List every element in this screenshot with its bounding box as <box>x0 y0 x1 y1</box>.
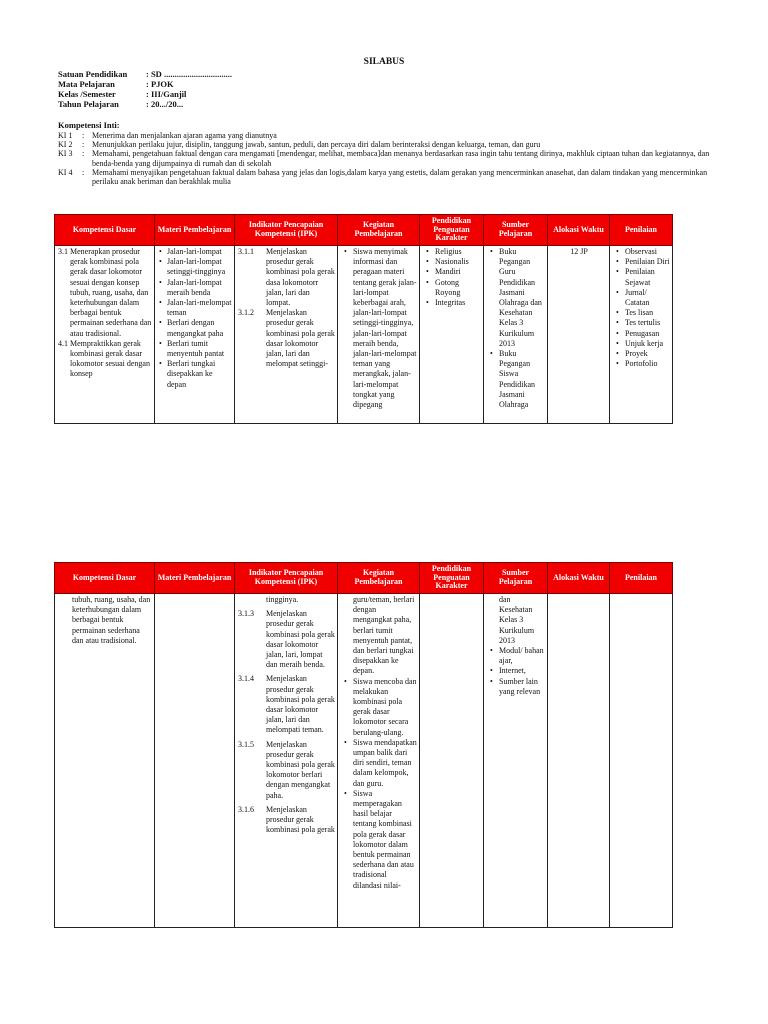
materi-item: • Jalan-lari-lompat setinggi-tingginya <box>158 257 232 277</box>
info-row <box>58 79 232 89</box>
penilaian-item: • Tes lisan <box>613 308 670 318</box>
ipk-text: Menjelaskan prosedur gerak kombinasi pola gerak dasar lokomotor jalan, lari dan melompat setinggi- <box>266 308 335 369</box>
karakter-item: • Gotong Royong <box>423 278 481 298</box>
column-header: Indikator Pencapaian Kompetensi (IPK) <box>235 563 338 594</box>
ipk-number: 3.1.2 <box>238 308 254 318</box>
column-header: Kegiatan Pembelajaran <box>338 215 420 246</box>
ipk-number: 3.1.4 <box>238 674 254 684</box>
ipk-text: Menjelaskan prosedur gerak kombinasi pola gerak <box>266 804 335 835</box>
sumber-cell: dan Kesehatan Kelas 3 Kurikulum 2013 • Modul/ bahan ajar, • Internet, • Sumber lain yang relevan <box>484 594 548 928</box>
kegiatan-cell: guru/teman, berlari dengan mengangkat paha, berlari tumit menyentuh pantat, dan berlari tungkai disepakkan ke depan. • Siswa mencoba dan melakukan kombinasi pola gerak dasar lokomotor secara berulang-ulang. • Siswa mendapatkan umpan balik dari diri sendiri, teman dalam kelompok, dan guru. • Siswa memperagakan hasil belajar tentang kombinasi pola gerak dasar lokomotor dalam bentuk permainan sederhana dan atau tradisional dilandasi nilai- <box>338 594 420 928</box>
ki-text: Memahami, pengetahuan faktual dengan cara mengamati [mendengar, melihat, membaca]dan menanya berdasarkan rasa ingin tahu tentang dirinya, makhluk ciptaan tuhan dan kegiatannya, dan benda-benda yang dijumpainya di rumah dan di sekolah <box>92 149 710 168</box>
penilaian-item: • Portofolio <box>613 359 670 369</box>
ipk-text: Menjelaskan prosedur gerak kombinasi pola gerak dasar lokomotor jalan, lari, lompat dan meraih benda. <box>266 609 335 670</box>
info-value: : 20.../20... <box>146 99 184 109</box>
alokasi-cell: 12 JP <box>548 246 610 424</box>
info-value: : PJOK <box>146 79 174 89</box>
table-row <box>55 246 673 424</box>
karakter-item: • Integritas <box>423 298 481 308</box>
column-header: Kegiatan Pembelajaran <box>338 563 420 594</box>
penilaian-cell <box>610 594 673 928</box>
penilaian-item: • Penilaian Sejawat <box>613 267 670 287</box>
ki-text: Menerima dan menjalankan ajaran agama yang dianutnya <box>92 131 277 140</box>
ipk-continuation: tingginya. <box>266 595 299 604</box>
info-value: : III/Ganjil <box>146 89 187 99</box>
ki-heading: Kompetensi Inti: <box>58 120 120 130</box>
syllabus-table-2 <box>54 562 673 928</box>
kegiatan-cell <box>338 246 420 424</box>
ipk-number: 3.1.6 <box>238 804 254 814</box>
ipk-item <box>238 674 335 735</box>
table-row <box>55 594 673 928</box>
column-header: Kompetensi Dasar <box>55 215 155 246</box>
materi-item: • Jalan-lari-lompat <box>158 247 232 257</box>
column-header: Materi Pembelajaran <box>155 215 235 246</box>
info-row <box>58 99 232 109</box>
ipk-number: 3.1.3 <box>238 609 254 619</box>
ipk-item <box>238 740 335 801</box>
info-label: Kelas /Semester <box>58 89 116 99</box>
karakter-item: • Nasionalis <box>423 257 481 267</box>
kd-text: Mempraktikkan gerak kombinasi gerak dasar lokomotor sesuai dengan konsep <box>70 338 150 379</box>
ipk-item <box>238 609 335 670</box>
info-label: Tahun Pelajaran <box>58 99 119 109</box>
column-header: Pendidikan Penguatan Karakter <box>420 215 484 246</box>
materi-item: • Jalan-lari-lompat meraih benda <box>158 278 232 298</box>
syllabus-table-1 <box>54 214 673 424</box>
ipk-number: 3.1.5 <box>238 739 254 749</box>
table-header-row <box>55 215 673 246</box>
sumber-item: • Buku Pegangan Siswa Pendidikan Jasmani Olahraga <box>487 349 545 410</box>
sumber-item: • Buku Pegangan Guru Pendidikan Jasmani Olahraga dan Kesehatan Kelas 3 Kurikulum 2013 <box>487 247 545 349</box>
document-info <box>58 69 232 109</box>
ipk-number: 3.1.1 <box>238 247 254 256</box>
karakter-item: • Mandiri <box>423 267 481 277</box>
ki-colon: : <box>82 140 85 150</box>
kd-text: Menerapkan prosedur gerak kombinasi pola gerak dasar lokomotor sesuai dengan konsep tubuh, ruang, usaha, dan keterhubungan dalam berbagai bentuk permainan sederhana dan atau tradisional. <box>70 247 152 338</box>
info-row <box>58 89 232 99</box>
ki-item <box>58 149 714 167</box>
page-title: SILABUS <box>363 57 405 67</box>
materi-item: • Jalan-lari-melompat teman <box>158 298 232 318</box>
ki-colon: : <box>82 131 85 140</box>
ipk-cell <box>235 246 338 424</box>
ipk-item <box>238 247 335 308</box>
kegiatan-item: • Siswa mencoba dan melakukan kombinasi pola gerak dasar lokomotor secara berulang-ulang. <box>341 677 417 738</box>
alokasi-cell <box>548 594 610 928</box>
ipk-cell <box>235 594 338 928</box>
kd-number: 3.1 <box>58 247 68 256</box>
ki-item <box>58 131 714 140</box>
penilaian-item: • Observasi <box>613 247 670 257</box>
materi-item: • Berlari dengan mengangkat paha <box>158 318 232 338</box>
column-header: Materi Pembelajaran <box>155 563 235 594</box>
info-row <box>58 69 232 79</box>
kd-cell: tubuh, ruang, usaha, dan keterhubungan dalam berbagai bentuk permainan sederhana dan atau tradisional. <box>55 594 155 928</box>
column-header: Alokasi Waktu <box>548 563 610 594</box>
karakter-item: • Religius <box>423 247 481 257</box>
info-label: Satuan Pendidikan <box>58 69 128 79</box>
column-header: Kompetensi Dasar <box>55 563 155 594</box>
column-header: Pendidikan Penguatan Karakter <box>420 563 484 594</box>
materi-cell <box>155 246 235 424</box>
ipk-item <box>238 308 335 369</box>
ipk-text: Menjelaskan prosedur gerak kombinasi pola gerak dasa lokomotorr jalan, lari dan lompat. <box>266 247 335 308</box>
ipk-text: Menjelaskan prosedur gerak kombinasi pola gerak lokomotor berlari dengan mengangkat paha. <box>266 739 335 800</box>
column-header: Sumber Pelajaran <box>484 563 548 594</box>
kd-item <box>58 247 152 339</box>
penilaian-item: • Tes tertulis <box>613 318 670 328</box>
karakter-cell <box>420 594 484 928</box>
ipk-item <box>238 805 335 836</box>
sumber-item: • Modul/ bahan ajar, <box>487 646 545 666</box>
kegiatan-item: • Siswa menyimak informasi dan peragaan materi tentang gerak jalan-lari-lompat keberbagai arah, jalan-lari-lompat setinggi-tingginya, jalan-lari-lompat meraih benda, jalan-lari-melompat teman yang merangkak, jalan-lari-melompat tongkat yang dipegang <box>341 247 417 410</box>
ki-code: KI 3 <box>58 149 73 159</box>
ki-list <box>58 131 714 186</box>
info-value: : SD ................................ <box>146 69 232 79</box>
karakter-cell <box>420 246 484 424</box>
penilaian-item: • Jurnal/ Catatan <box>613 288 670 308</box>
ipk-text: Menjelaskan prosedur gerak kombinasi pola gerak dasar lokomotor jalan, lari dan melompati teman. <box>266 674 335 735</box>
column-header: Sumber Pelajaran <box>484 215 548 246</box>
penilaian-item: • Proyek <box>613 349 670 359</box>
sumber-item: • Internet, <box>487 666 545 676</box>
ki-code: KI 1 <box>58 131 73 140</box>
column-header: Penilaian <box>610 563 673 594</box>
ki-item <box>58 140 714 149</box>
table-header-row <box>55 563 673 594</box>
ki-code: KI 2 <box>58 140 73 150</box>
ki-text: Menunjukkan perilaku jujur, disiplin, tanggung jawab, santun, peduli, dan percaya diri dalam berinteraksi dengan keluarga, teman, dan guru <box>92 140 541 150</box>
penilaian-item: • Unjuk kerja <box>613 339 670 349</box>
column-header: Indikator Pencapaian Kompetensi (IPK) <box>235 215 338 246</box>
materi-cell <box>155 594 235 928</box>
column-header: Penilaian <box>610 215 673 246</box>
kd-item <box>58 339 152 380</box>
kegiatan-item: • Siswa mendapatkan umpan balik dari diri sendiri, teman dalam kelompok, dan guru. <box>341 738 417 789</box>
kd-number: 4.1 <box>58 338 68 348</box>
penilaian-item: • Penugasan <box>613 329 670 339</box>
ki-colon: : <box>82 167 85 177</box>
info-label: Mata Pelajaran <box>58 79 115 89</box>
ki-item <box>58 168 714 186</box>
materi-item: • Berlari tumit menyentuh pantat <box>158 339 232 359</box>
ki-text: Memahami menyajikan pengetahuan faktual dalam bahasa yang jelas dan logis,dalam karya yang estetis, dalam gerakan yang mencerminkan anasehat, dan dalam tindakan yang mencerminkan perilaku anak beriman dan berakhlak mulia <box>92 167 708 187</box>
column-header: Alokasi Waktu <box>548 215 610 246</box>
penilaian-cell <box>610 246 673 424</box>
penilaian-item: • Penilaian Diri <box>613 257 670 267</box>
kegiatan-item: • Siswa memperagakan hasil belajar tentang kombinasi pola gerak dasar lokomotor dalam bentuk permainan sederhana dan atau tradisional dilandasi nilai- <box>341 789 417 891</box>
ki-code: KI 4 <box>58 167 73 177</box>
sumber-item: • Sumber lain yang relevan <box>487 677 545 697</box>
sumber-cell <box>484 246 548 424</box>
kd-cell <box>55 246 155 424</box>
ki-colon: : <box>82 149 85 159</box>
materi-item: • Berlari tungkai disepakkan ke depan <box>158 359 232 390</box>
